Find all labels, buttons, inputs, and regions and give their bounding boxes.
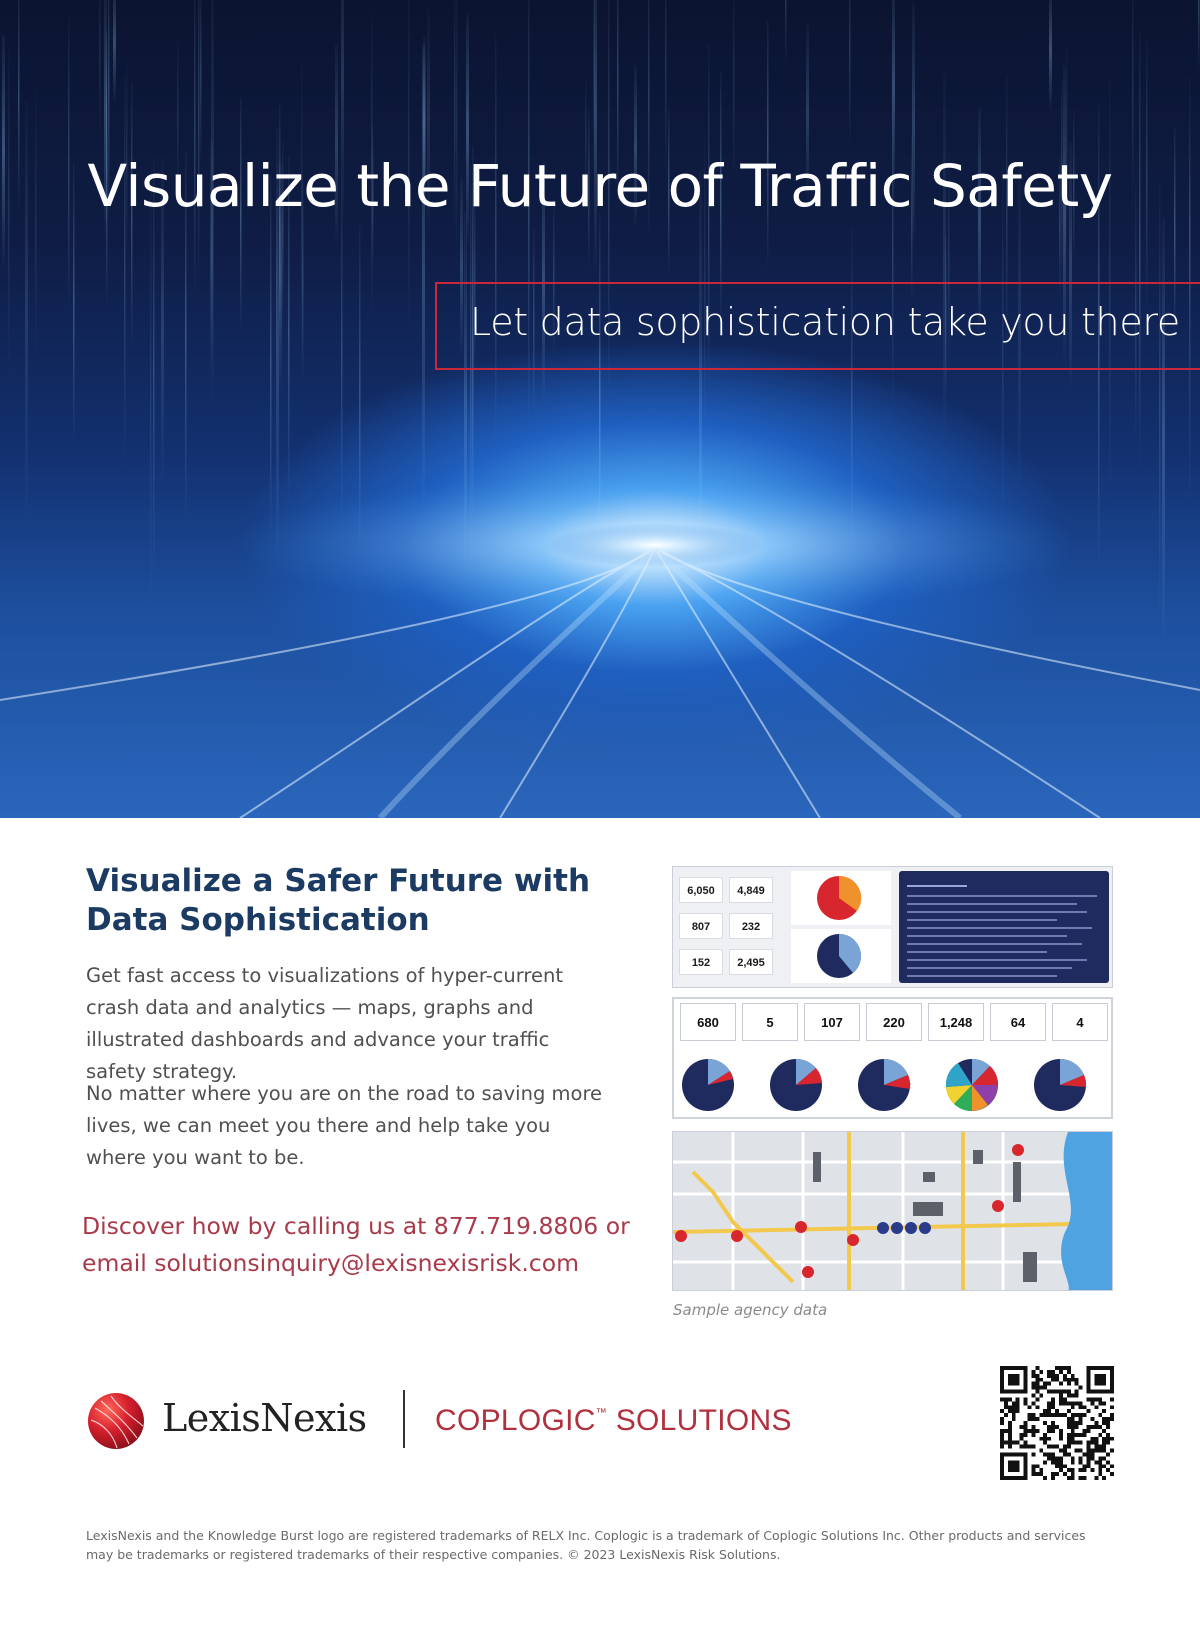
intro-paragraph: Get fast access to visualizations of hyper-current crash data and analytics — maps, graphs and illustrated dashboards and advance your traffic safety strategy. (86, 964, 564, 1083)
crash-metric-card: 5 (742, 1003, 798, 1041)
metric-card: 4,849 (729, 877, 773, 903)
dashboard-crash-panel (672, 997, 1113, 1119)
heading-line-1: Visualize a Safer Future with (86, 863, 591, 899)
legal-disclaimer: LexisNexis and the Knowledge Burst logo are registered trademarks of RELX Inc. Coplogic is a trademark of Coplogic Solutions Inc. Other products and services may be trademarks or registered trademarks of their respective companies. © 2023 LexisNexis Risk Solutions. (86, 1528, 1086, 1562)
logo-divider (403, 1390, 405, 1448)
hero-banner (0, 0, 1200, 818)
metric-card: 807 (679, 913, 723, 939)
section-heading (86, 862, 606, 940)
crash-metric-card: 107 (804, 1003, 860, 1041)
dashboard-summary-panel (672, 866, 1113, 988)
dashboard-caption: Sample agency data (673, 1301, 828, 1319)
crash-pie-row (678, 1047, 1108, 1115)
cta-email-line: email solutionsinquiry@lexisnexisrisk.com (82, 1249, 579, 1277)
hero-title: Visualize the Future of Traffic Safety (87, 152, 1113, 220)
crash-metric-card: 1,248 (928, 1003, 984, 1041)
crash-metric-card: 4 (1052, 1003, 1108, 1041)
crash-metric-card: 680 (680, 1003, 736, 1041)
data-rain-graphic (0, 0, 1200, 818)
hero-subtitle: Let data sophistication take you there (470, 300, 1180, 344)
metric-card: 232 (729, 913, 773, 939)
metric-card: 6,050 (679, 877, 723, 903)
metric-card: 2,495 (729, 949, 773, 975)
support-paragraph: No matter where you are on the road to saving more lives, we can meet you there and help take you where you want to be. (86, 1082, 603, 1169)
heading-line-2: Data Sophistication (86, 902, 430, 938)
lexisnexis-wordmark: LexisNexis (162, 1396, 367, 1440)
crash-metric-card: 220 (866, 1003, 922, 1041)
cta-phone-line: Discover how by calling us at 877.719.8806 or (82, 1212, 630, 1240)
crash-metric-card: 64 (990, 1003, 1046, 1041)
contact-cta (82, 1208, 642, 1282)
crash-map (672, 1131, 1113, 1291)
citations-table (899, 871, 1109, 983)
coplogic-wordmark: COPLOGIC™ SOLUTIONS (435, 1404, 792, 1437)
metric-card: 152 (679, 949, 723, 975)
pie-charts (791, 871, 891, 983)
qr-code[interactable] (1000, 1366, 1114, 1480)
knowledge-burst-logo (87, 1392, 145, 1450)
map-graphic (673, 1132, 1113, 1291)
